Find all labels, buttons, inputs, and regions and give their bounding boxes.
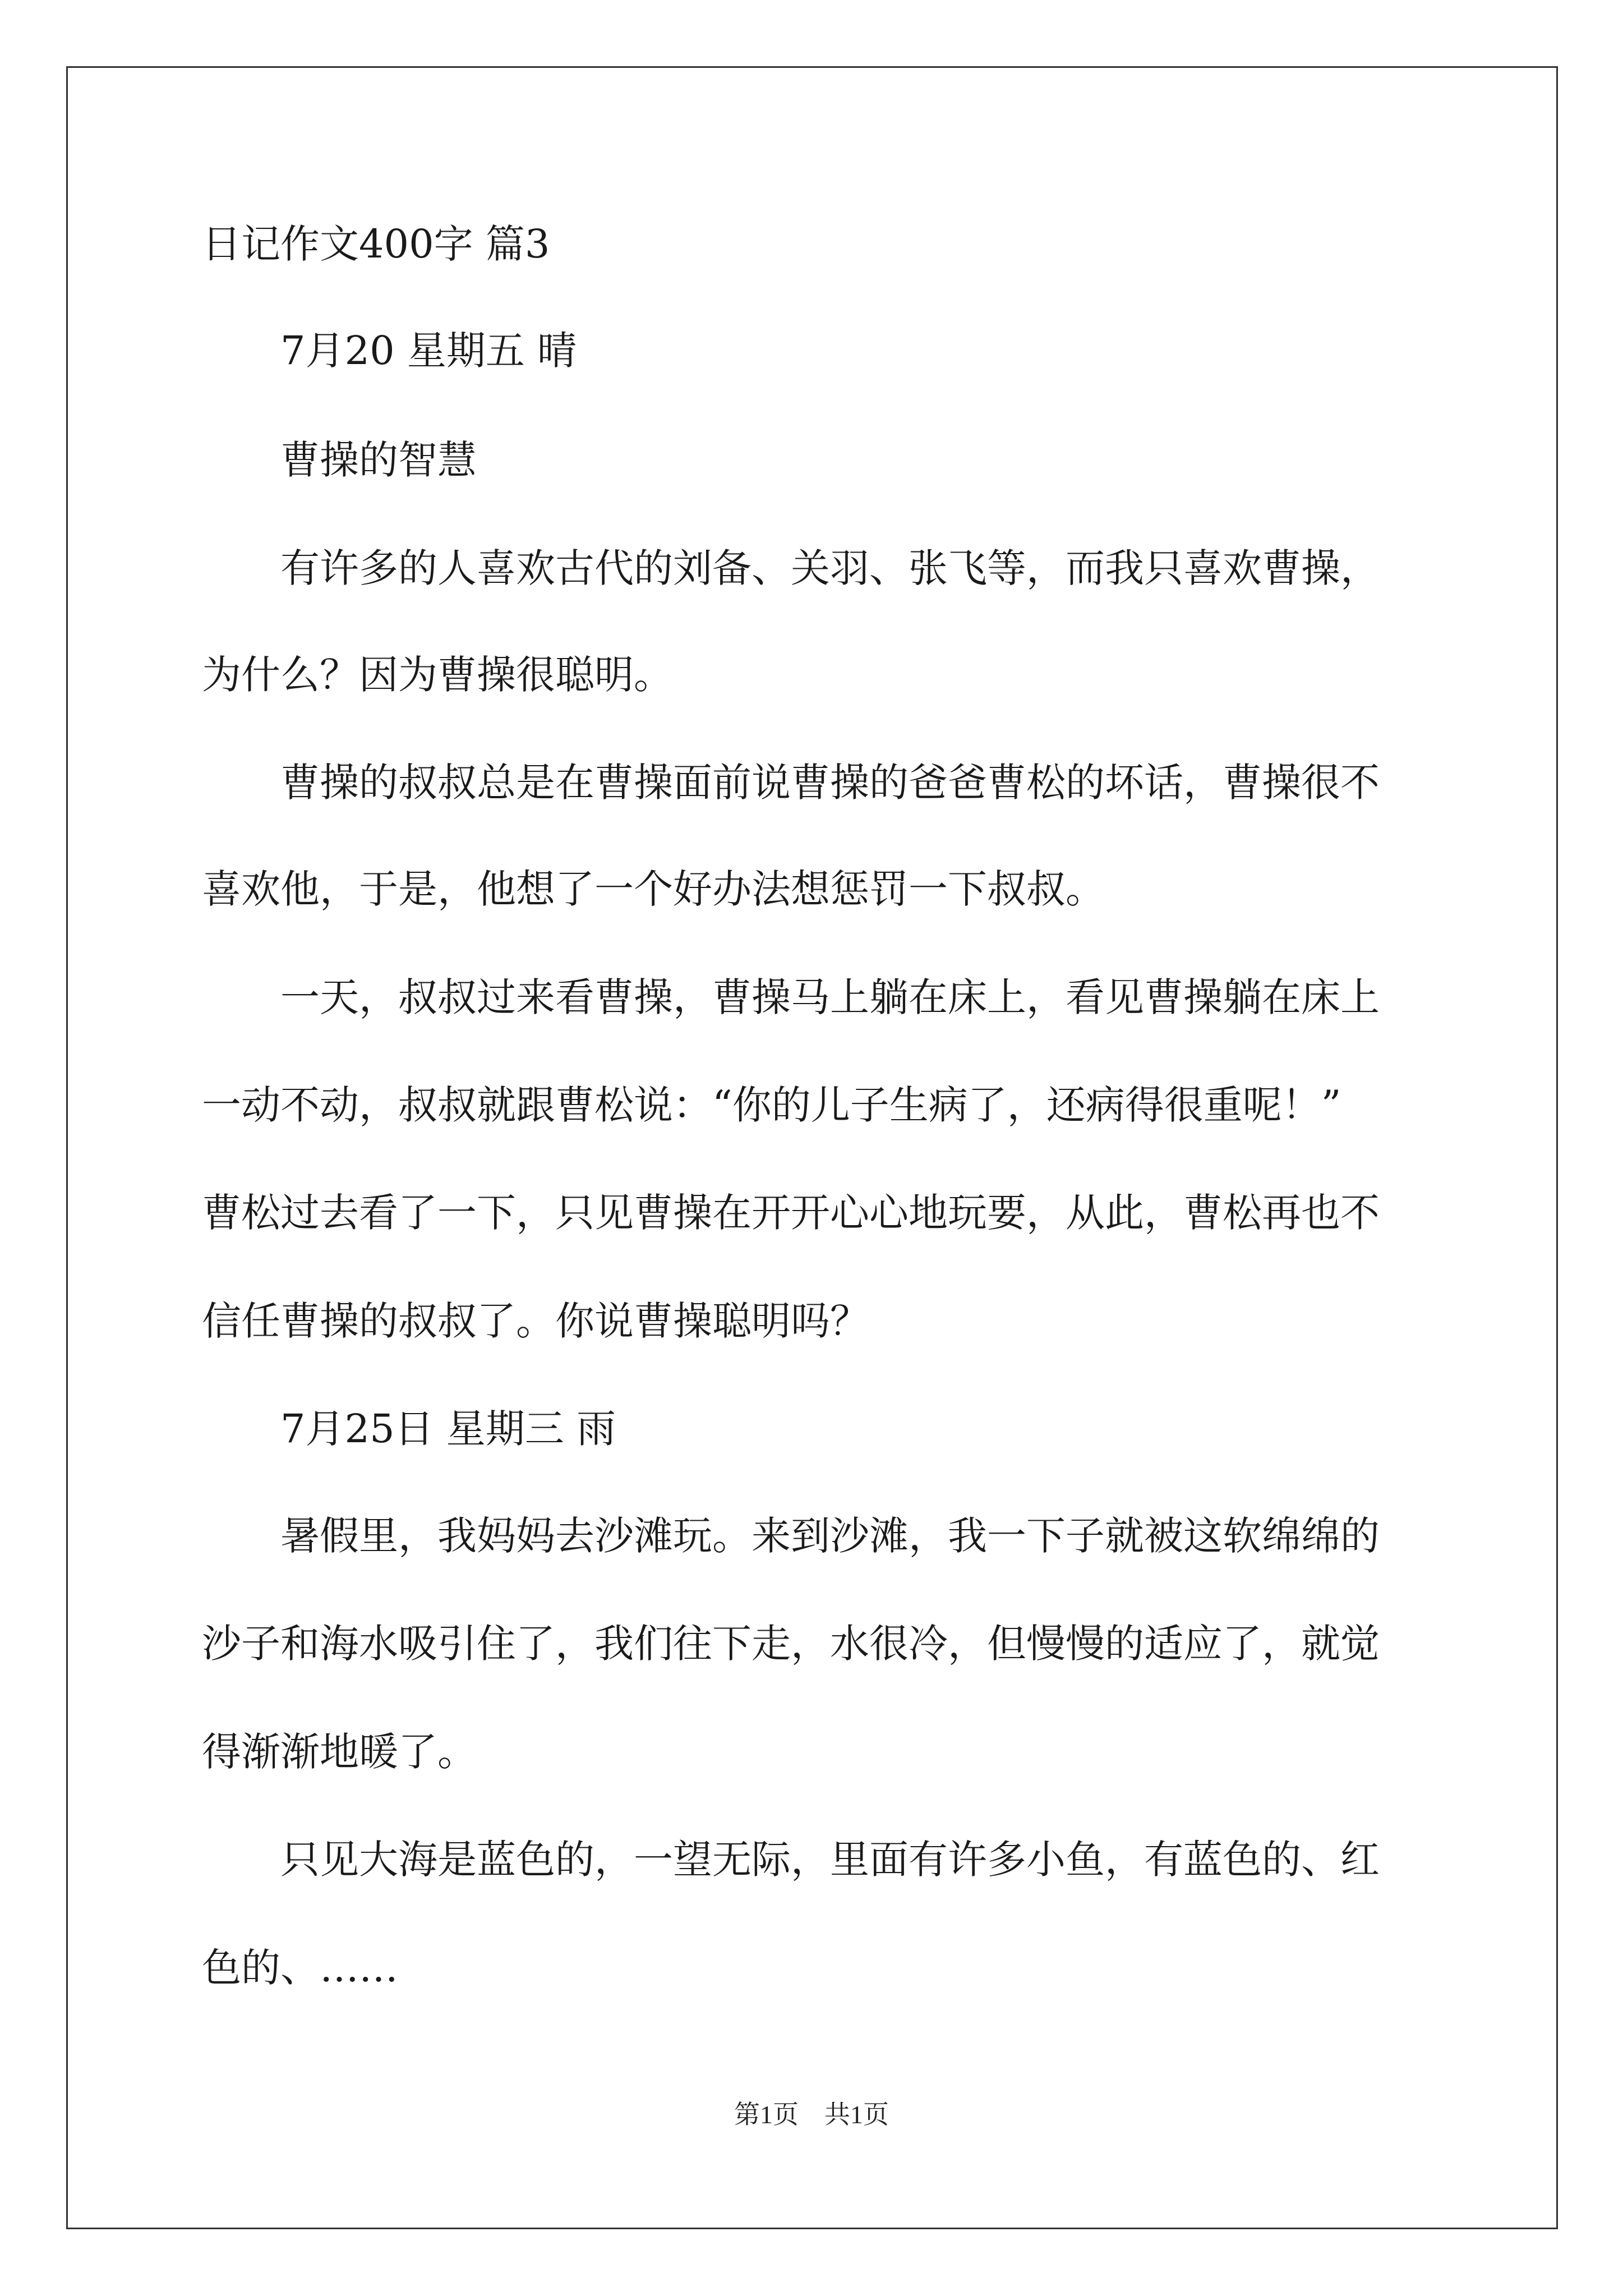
entry1-paragraph-line: 喜欢他，于是，他想了一个好办法想惩罚一下叔叔。 bbox=[202, 866, 1105, 912]
entry1-date-line: 7月20 星期五 晴 bbox=[280, 328, 577, 374]
entry1-paragraph-line: 为什么？因为曹操很聪明。 bbox=[202, 652, 673, 698]
entry2-date-line: 7月25日 星期三 雨 bbox=[280, 1406, 616, 1452]
entry1-paragraph-line: 曹操的叔叔总是在曹操面前说曹操的爸爸曹松的坏话，曹操很不 bbox=[280, 760, 1380, 806]
entry1-paragraph-line: 一天，叔叔过来看曹操，曹操马上躺在床上，看见曹操躺在床上 bbox=[280, 974, 1380, 1020]
entry2-paragraph-line: 得渐渐地暖了。 bbox=[202, 1729, 477, 1775]
entry1-paragraph-line: 一动不动，叔叔就跟曹松说：“你的儿子生病了，还病得很重呢！” bbox=[202, 1082, 1341, 1128]
document-heading: 日记作文400字 篇3 bbox=[202, 221, 550, 267]
entry2-paragraph-line: 暑假里，我妈妈去沙滩玩。来到沙滩，我一下子就被这软绵绵的 bbox=[280, 1513, 1380, 1559]
page-border bbox=[66, 66, 1558, 2229]
entry1-title: 曹操的智慧 bbox=[280, 437, 477, 483]
entry1-paragraph-line: 信任曹操的叔叔了。你说曹操聪明吗？ bbox=[202, 1298, 869, 1344]
entry2-paragraph-line: 色的、…… bbox=[202, 1945, 398, 1991]
entry2-paragraph-line: 只见大海是蓝色的，一望无际，里面有许多小鱼，有蓝色的、红 bbox=[280, 1837, 1380, 1883]
page-number-footer: 第1页 共1页 bbox=[734, 2100, 889, 2129]
entry1-paragraph-line: 曹松过去看了一下，只见曹操在开开心心地玩要，从此，曹松再也不 bbox=[202, 1190, 1380, 1236]
entry1-paragraph-line: 有许多的人喜欢古代的刘备、关羽、张飞等，而我只喜欢曹操， bbox=[280, 545, 1380, 591]
entry2-paragraph-line: 沙子和海水吸引住了，我们往下走，水很冷，但慢慢的适应了，就觉 bbox=[202, 1621, 1380, 1667]
